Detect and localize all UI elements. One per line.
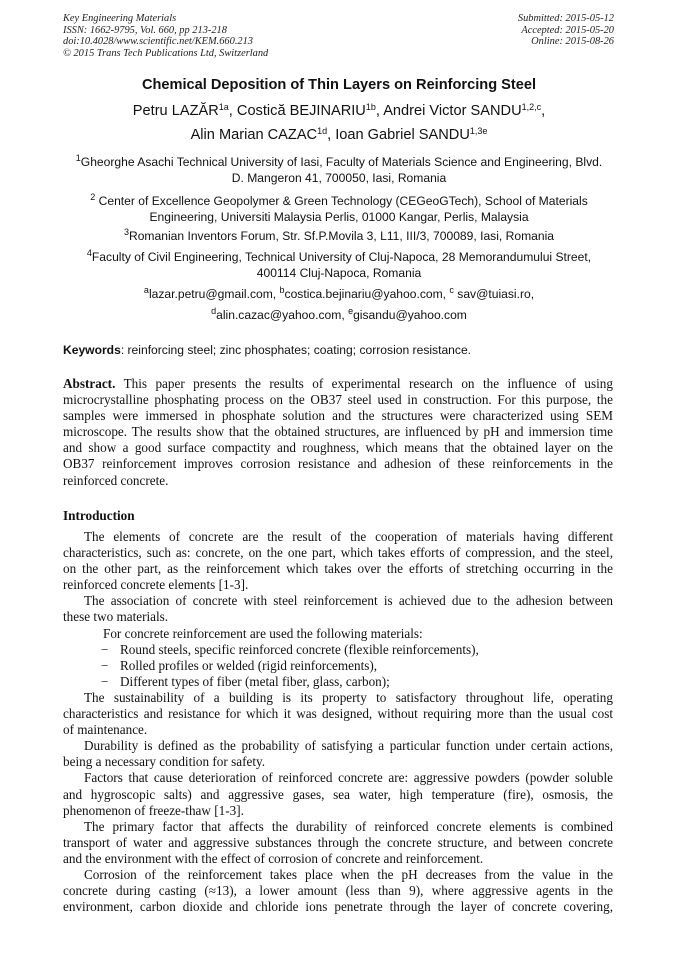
email-link[interactable]: $^e$gisandu@yahoo.com (348, 306, 467, 322)
keywords (63, 343, 471, 357)
body-line: environment, carbon dioxide and chloride ions penetrate through the layer of concrete covering, (63, 899, 613, 915)
affiliation: $^1$Gheorghe Asachi Technical University of Iasi, Faculty of Materials Science and Engineering, Blvd. D. Mangeron 41, 700050, Iasi, Romania (75, 153, 603, 185)
author: Alin Marian $CAZAC^{1d}$, (190, 126, 336, 143)
journal-header (63, 13, 268, 59)
body-line: Durability is defined as the probability of satisfying a particular function under certain actions, (84, 738, 613, 754)
copyright-line: © 2015 Trans Tech Publications Ltd, Switzerland (63, 47, 269, 59)
abstract-label: Abstract. (63, 376, 116, 391)
keywords-text: : reinforcing steel; zinc phosphates; coating; corrosion resistance. (120, 343, 472, 357)
body-line: phenomenon of freeze-thaw [1-3]. (63, 802, 244, 818)
email-list (40, 287, 638, 302)
body-line: For concrete reinforcement are used the following materials: (103, 625, 423, 641)
body-line: concrete during casting (≈13), a lower amount (less than 9), where aggressive agents in the (63, 883, 613, 899)
author: Petru $LAZĂR^{1a}$, (132, 102, 237, 119)
body-line: and hygroscopic salts) and aggressive gases, sea water, high temperature (fire), osmosis, the (63, 786, 613, 802)
accepted-date: Accepted: 2015-05-20 (521, 24, 614, 36)
list-item: − Different types of fiber (metal fiber, glass, carbon); (101, 673, 390, 689)
affiliation: $^3$Romanian Inventors Forum, Str. Sf.P.Movila 3, L11, III/3, 700089, Iasi, Romania (123, 227, 555, 243)
body-line: being a necessary condition for safety. (63, 754, 266, 770)
author-list-line-2 (30, 124, 648, 146)
abstract-line: and show a good surface compactity and roughness, which means that the obtained layer on the (63, 440, 613, 456)
body-line: of maintenance. (63, 722, 148, 738)
doi-line[interactable]: doi:10.4028/www.scientific.net/KEM.660.213 (63, 36, 253, 48)
journal-name: Key Engineering Materials (63, 13, 177, 24)
email-link[interactable]: $^d$alin.cazac@yahoo.com, (211, 306, 349, 322)
affiliation: $^4$Faculty of Civil Engineering, Technical University of Cluj-Napoca, 28 Memorandumului Street, 400114 Cluj-Napoca, Romania (86, 248, 592, 280)
body-line: The elements of concrete are the result of the cooperation of materials having different (84, 529, 613, 544)
abstract-line: Abstract. This paper presents the results of experimental research on the influence of using (63, 376, 613, 391)
author: Andrei Victor SANDU$^{1,2,c}$, (383, 102, 546, 119)
author-list-line-1 (30, 100, 648, 122)
bullet-dash: − (101, 641, 109, 657)
paper-title: Chemical Deposition of Thin Layers on Reinforcing Steel (141, 77, 537, 93)
abstract-line: reinforced concrete. (63, 472, 169, 488)
body-line: characteristics and resistance for which it was designed, without requiring more than the usual cost (63, 706, 613, 722)
abstract-line: samples were immersed in phosphate solution and the structures were characterized using SEM (63, 408, 613, 424)
abstract-line: microscope. The results show that the obtained structures, are influenced by pH and immersion time (63, 424, 613, 440)
abstract-line: OB37 reinforcement improves corrosion resistance and adhesion of these reinforcements in the (63, 456, 613, 472)
body-line: The sustainability of a building is its property to satisfactory throughout life, operating (84, 689, 613, 705)
dates-header (518, 13, 614, 48)
email-list (40, 308, 638, 323)
email-link[interactable]: $^b$costica.bejinariu@yahoo.com, (279, 285, 450, 301)
body-line: on the other part, as the reinforcement which takes over the efforts of stretching occurring in the (63, 561, 613, 577)
body-line: transport of water and aggressive substances through the concrete structure, and between concrete (63, 834, 613, 850)
submitted-date: Submitted: 2015-05-12 (517, 13, 614, 24)
author: Costică $BEJINARIU^{1b}$, (236, 102, 384, 119)
abstract (63, 376, 613, 489)
body-line: and the environment with the effect of corrosion of concrete and reinforcement. (63, 850, 484, 866)
email-link[interactable]: $^c$ sav@tuiasi.ro, (449, 285, 535, 301)
email-link[interactable]: $^a$lazar.petru@gmail.com, (143, 285, 280, 301)
bullet-dash: − (101, 673, 109, 689)
list-item: − Rolled profiles or welded (rigid reinforcements), (101, 657, 378, 673)
body-line: The association of concrete with steel reinforcement is achieved due to the adhesion between (84, 593, 613, 609)
body-line: these two materials. (63, 609, 169, 625)
body-line: Corrosion of the reinforcement takes place when the pH decreases from the value in the (84, 866, 613, 882)
list-item: − Round steels, specific reinforced concrete (flexible reinforcements), (101, 641, 479, 657)
affiliation: $^2$ Center of Excellence Geopolymer & Green Technology (CEGeoGTech), School of Materials Engineering, Universiti Malaysia Perlis, 01000 Kangar, Perlis, Malaysia (90, 192, 588, 224)
body-line: Factors that cause deterioration of reinforced concrete are: aggressive powders (powder soluble (84, 770, 613, 786)
introduction-body (63, 529, 613, 915)
body-line: characteristics, such as: concrete, on the one part, which takes efforts of compression, and the steel, (63, 545, 613, 561)
body-line: The primary factor that affects the durability of reinforced concrete elements is combined (84, 818, 613, 834)
keywords-label: Keywords (63, 343, 121, 357)
bullet-dash: − (101, 657, 109, 673)
body-line: reinforced concrete elements [1-3]. (63, 577, 249, 593)
issn-line: ISSN: 1662-9795, Vol. 660, pp 213-218 (63, 24, 227, 36)
abstract-line: microcrystalline phosphating process on the OB37 steel used in construction. For this purpose, the (63, 392, 613, 408)
author: Ioan Gabriel $SANDU^{1,3e}$ (335, 126, 488, 143)
section-heading: Introduction (63, 508, 135, 523)
online-date: Online: 2015-08-26 (531, 36, 614, 48)
